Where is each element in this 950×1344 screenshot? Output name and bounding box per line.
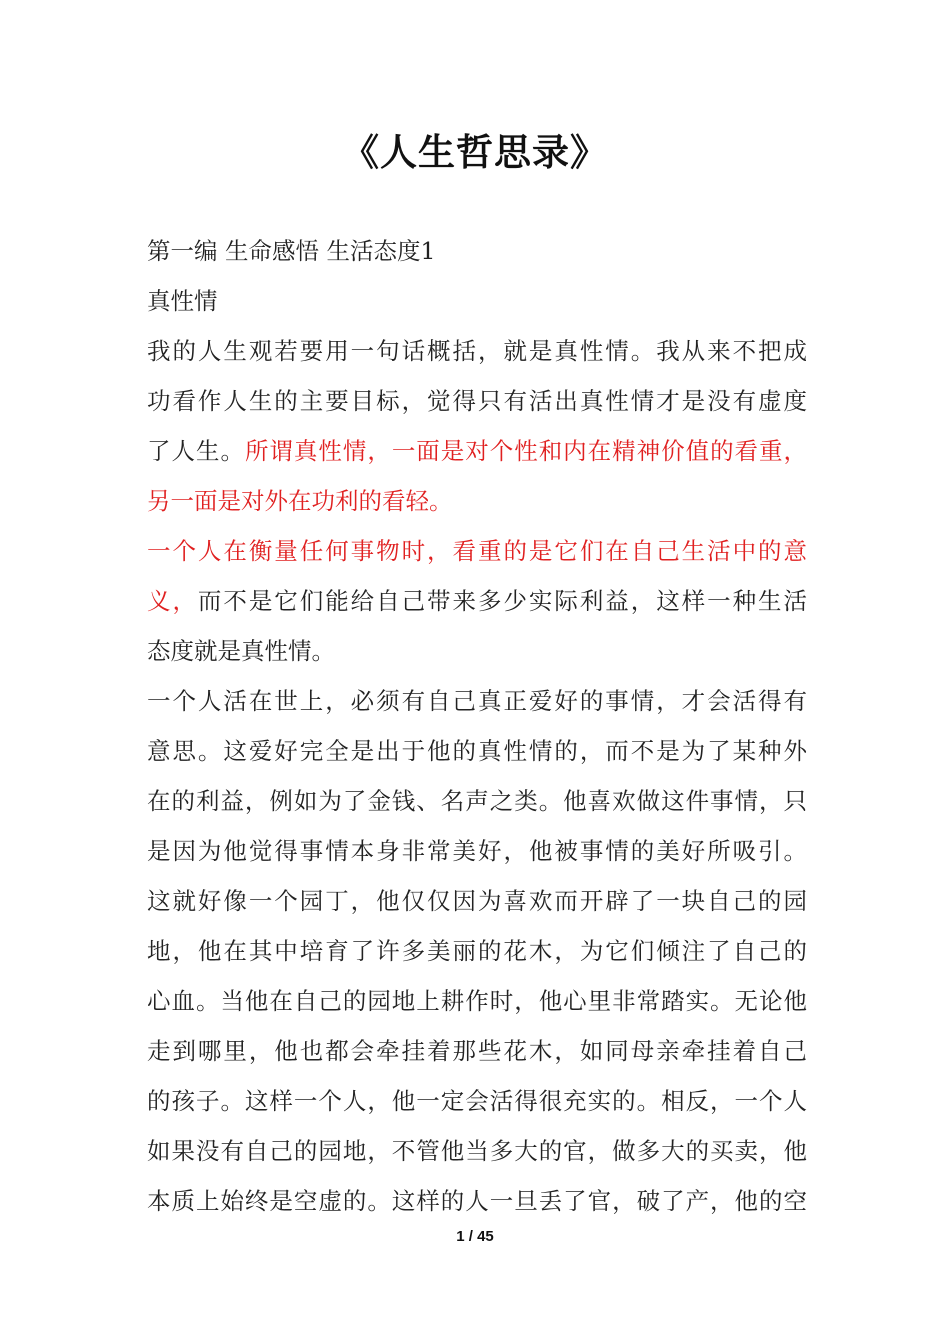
body-line: 本质上始终是空虚的。这样的人一旦丢了官，破了产，他的空 (147, 1187, 807, 1215)
body-text: 了人生。 (147, 437, 245, 465)
body-line: 的孩子。这样一个人，他一定会活得很充实的。相反，一个人 (147, 1087, 807, 1115)
highlighted-line: 一个人在衡量任何事物时，看重的是它们在自己生活中的意 (147, 537, 807, 565)
subsection-heading: 真性情 (147, 287, 218, 315)
document-body (147, 226, 807, 1226)
body-line: 态度就是真性情。 (147, 637, 335, 665)
document-title: 《人生哲思录》 (342, 130, 608, 174)
body-line: 在的利益，例如为了金钱、名声之类。他喜欢做这件事情，只 (147, 787, 807, 815)
body-line: 走到哪里，他也都会牵挂着那些花木，如同母亲牵挂着自己 (147, 1037, 807, 1065)
body-line: 我的人生观若要用一句话概括，就是真性情。我从来不把成 (147, 337, 807, 365)
highlighted-line: 另一面是对外在功利的看轻。 (147, 487, 453, 515)
body-line (147, 426, 807, 476)
body-line: 功看作人生的主要目标，觉得只有活出真性情才是没有虚度 (147, 387, 807, 415)
section-heading: 第一编 生命感悟 生活态度1 (147, 237, 436, 265)
body-line: 如果没有自己的园地，不管他当多大的官，做多大的买卖，他 (147, 1137, 807, 1165)
body-line: 一个人活在世上，必须有自己真正爱好的事情，才会活得有 (147, 687, 807, 715)
page-number: 1 / 45 (456, 1228, 494, 1245)
body-line: 心血。当他在自己的园地上耕作时，他心里非常踏实。无论他 (147, 987, 807, 1015)
body-text: 而不是它们能给自己带来多少实际利益，这样一种生活 (197, 587, 808, 615)
body-line: 意思。这爱好完全是出于他的真性情的，而不是为了某种外 (147, 737, 807, 765)
highlighted-text: 义， (147, 587, 198, 615)
body-line: 地，他在其中培育了许多美丽的花木，为它们倾注了自己的 (147, 937, 807, 965)
body-line: 这就好像一个园丁，他仅仅因为喜欢而开辟了一块自己的园 (147, 887, 807, 915)
highlighted-text: 所谓真性情，一面是对个性和内在精神价值的看重， (244, 437, 808, 465)
body-line (147, 576, 807, 626)
body-line: 是因为他觉得事情本身非常美好，他被事情的美好所吸引。 (147, 837, 807, 865)
